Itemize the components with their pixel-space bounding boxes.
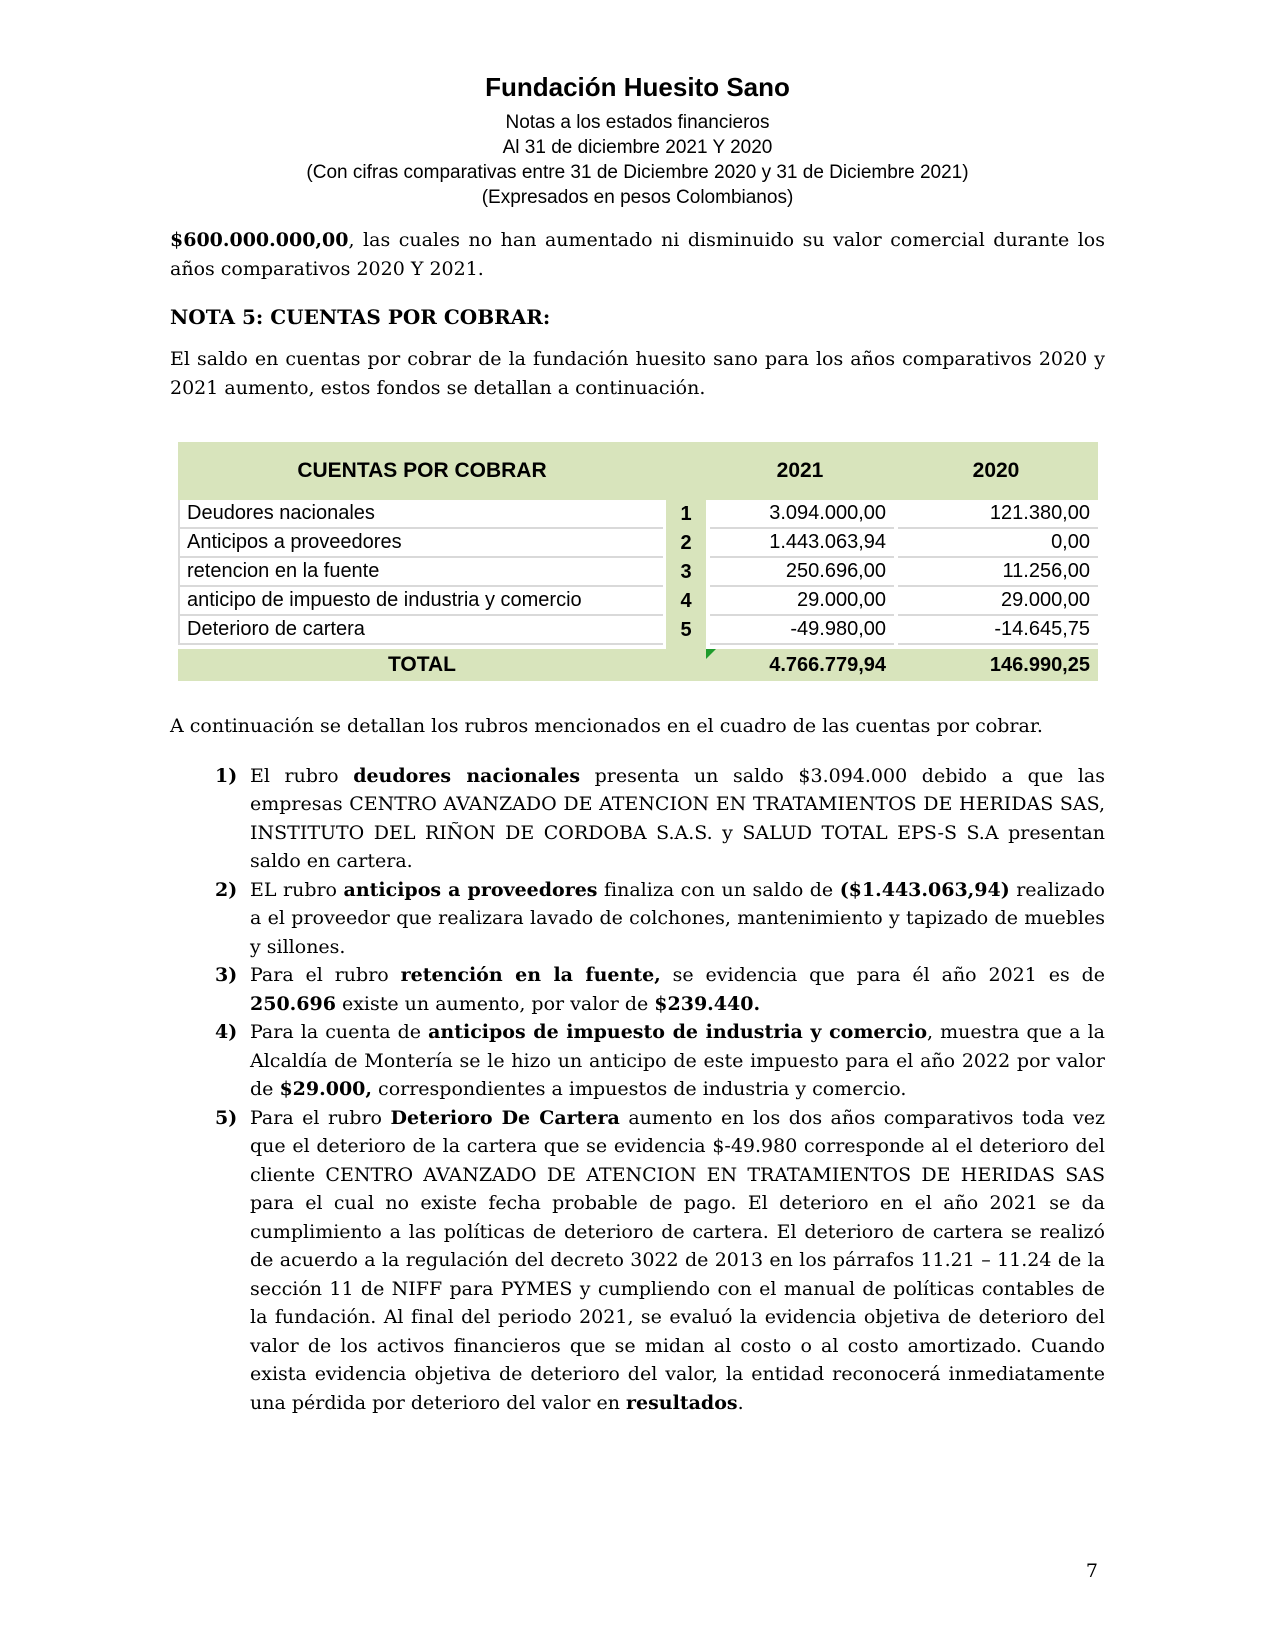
- row-number: 4: [666, 587, 706, 616]
- row-value-2021: 250.696,00: [710, 558, 894, 587]
- row-value-2020: 29.000,00: [898, 587, 1098, 616]
- list-marker: 4): [215, 1021, 238, 1043]
- total-label: TOTAL: [387, 653, 457, 676]
- table-row: [178, 616, 1098, 645]
- note-heading: NOTA 5: CUENTAS POR COBRAR:: [170, 305, 551, 329]
- intro-text: , las cuales no han aumentado ni disminuido su valor comercial durante los años comparativos 2020 Y 2021.: [170, 229, 1105, 280]
- row-label: Deterioro de cartera: [178, 616, 663, 645]
- doc-subtitle-line-2: Al 31 de diciembre 2021 Y 2020: [502, 137, 773, 158]
- table-header-2021: 2021: [776, 459, 824, 482]
- cell-comment-flag-icon: [706, 649, 716, 659]
- row-value-2021: 29.000,00: [710, 587, 894, 616]
- list-marker: 5): [215, 1106, 238, 1129]
- table-row: [178, 558, 1098, 587]
- list-text: Para el rubro retención en la fuente, se evidencia que para él año 2021 es de 250.696 existe un aumento, por valor de $239.440.: [250, 964, 1105, 1015]
- doc-subtitle-line-3: (Con cifras comparativas entre 31 de Diciembre 2020 y 31 de Diciembre 2021): [306, 162, 969, 183]
- list-text: Para el rubro Deterioro De Cartera aumento en los dos años comparativos toda vez que el deterioro de la cartera que se evidencia $-49.980 corresponde al el deterioro del cliente CENTRO AVANZADO DE ATENCION EN TRATAMIENTOS DE HERIDAS SAS para el cual no existe fecha probable de pago. El deterioro en el año 2021 se da cumplimiento a las políticas de deterioro de cartera. El deterioro de cartera se realizó de acuerdo a la regulación del decreto 3022 de 2013 en los párrafos 11.21 – 11.24 de la sección 11 de NIFF para PYMES y cumpliendo con el manual de políticas contables de la fundación. Al final del periodo 2021, se evaluó la evidencia objetiva de deterioro del valor de los activos financieros que se midan al costo o al costo amortizado. Cuando exista evidencia objetiva de deterioro del valor, la entidad reconocerá inmediatamente una pérdida por deterioro del valor en resultados.: [250, 1106, 1105, 1414]
- list-item-5: [215, 1104, 1105, 1418]
- note-intro-paragraph: El saldo en cuentas por cobrar de la fundación huesito sano para los años comparativos 2020 y 2021 aumento, estos fondos se detallan a continuación.: [170, 348, 1105, 399]
- cuentas-por-cobrar-table: [178, 442, 1098, 681]
- intro-paragraph: [170, 226, 1105, 283]
- doc-subtitle-line-1: Notas a los estados financieros: [505, 112, 770, 133]
- row-number: 3: [666, 558, 706, 587]
- row-value-2021: -49.980,00: [710, 616, 894, 645]
- row-number: 2: [666, 529, 706, 558]
- row-value-2020: -14.645,75: [898, 616, 1098, 645]
- row-value-2020: 121.380,00: [898, 500, 1098, 529]
- row-label: anticipo de impuesto de industria y comercio: [178, 587, 663, 616]
- row-label: Deudores nacionales: [178, 500, 663, 529]
- page-number: 7: [1085, 1560, 1098, 1582]
- list-text: Para la cuenta de anticipos de impuesto de industria y comercio, muestra que a la Alcaldía de Montería se le hizo un anticipo de este impuesto para el año 2022 por valor de $29.000, correspondientes a impuestos de industria y comercio.: [250, 1021, 1105, 1100]
- row-value-2020: 0,00: [898, 529, 1098, 558]
- row-value-2020: 11.256,00: [898, 558, 1098, 587]
- rubros-list: [170, 762, 1105, 1418]
- document-header: [170, 70, 1105, 210]
- table-header-row: [178, 442, 1098, 500]
- list-text: EL rubro anticipos a proveedores finaliza con un saldo de ($1.443.063,94) realizado a el proveedor que realizara lavado de colchones, mantenimiento y tapizado de muebles y sillones.: [250, 878, 1105, 958]
- row-value-2021: 3.094.000,00: [710, 500, 894, 529]
- row-label: retencion en la fuente: [178, 558, 663, 587]
- list-marker: 2): [215, 878, 238, 901]
- list-item-1: [215, 762, 1105, 876]
- row-number: 5: [666, 616, 706, 645]
- list-item-4: [215, 1018, 1105, 1104]
- intro-amount: $600.000.000,00: [170, 229, 349, 251]
- table-row: [178, 587, 1098, 616]
- table-header-title: CUENTAS POR COBRAR: [297, 459, 547, 482]
- list-marker: 1): [215, 764, 238, 787]
- table-row: [178, 529, 1098, 558]
- doc-title: Fundación Huesito Sano: [485, 72, 790, 102]
- list-item-3: [215, 961, 1105, 1018]
- list-item-2: [215, 876, 1105, 962]
- after-table-paragraph: A continuación se detallan los rubros mencionados en el cuadro de las cuentas por cobrar.: [170, 715, 1043, 737]
- list-text: El rubro deudores nacionales presenta un saldo $3.094.000 debido a que las empresas CENTRO AVANZADO DE ATENCION EN TRATAMIENTOS DE HERIDAS SAS, INSTITUTO DEL RIÑON DE CORDOBA S.A.S. y SALUD TOTAL EPS-S S.A presentan saldo en cartera.: [250, 764, 1106, 872]
- total-value-2020: 146.990,25: [989, 653, 1090, 676]
- doc-subtitle-line-4: (Expresados en pesos Colombianos): [481, 187, 794, 208]
- table-row: [178, 500, 1098, 529]
- row-value-2021: 1.443.063,94: [710, 529, 894, 558]
- table-total-row: [178, 649, 1098, 681]
- row-number: 1: [666, 500, 706, 529]
- total-value-2021: 4.766.779,94: [706, 649, 894, 681]
- list-marker: 3): [215, 964, 238, 986]
- table-header-2020: 2020: [972, 459, 1020, 482]
- row-label: Anticipos a proveedores: [178, 529, 663, 558]
